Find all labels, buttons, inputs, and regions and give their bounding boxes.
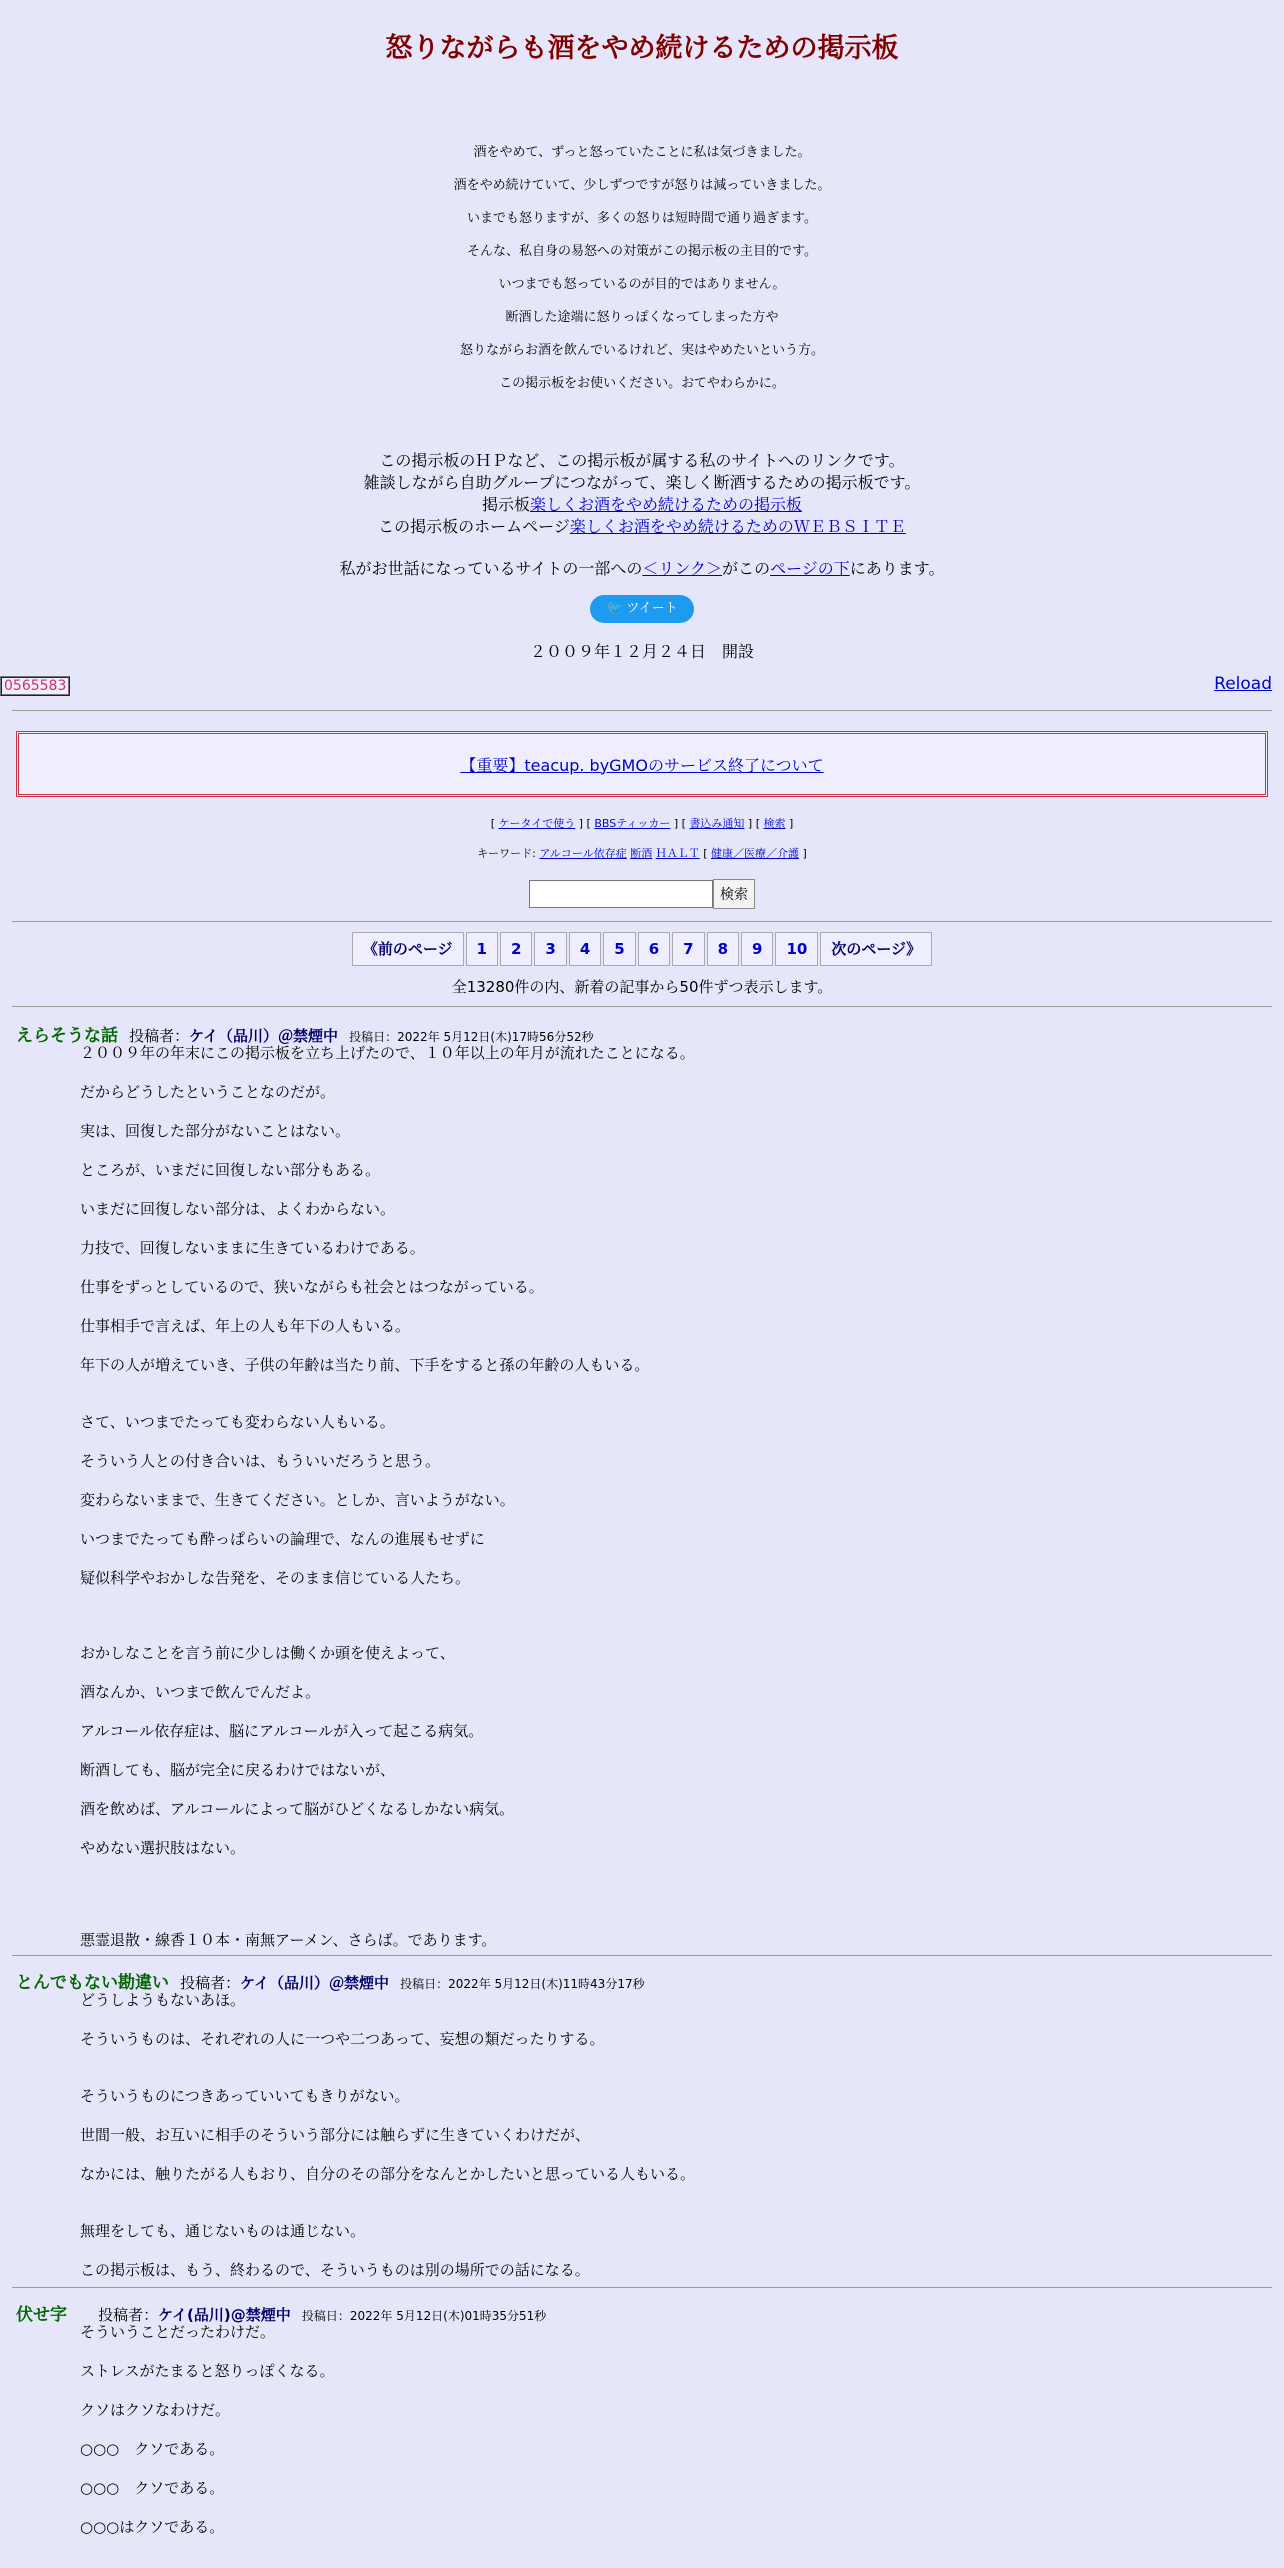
author-label: 投稿者： bbox=[180, 1974, 241, 1992]
site-links-line1: この掲示板のＨＰなど、この掲示板が属する私のサイトへのリンクです。 bbox=[379, 451, 905, 470]
page-link-8[interactable]: 8 bbox=[707, 932, 739, 966]
service-notice-box bbox=[16, 731, 1268, 797]
post-line: ○○○はクソである。 bbox=[80, 2518, 225, 2536]
friend-sites-note bbox=[0, 556, 1284, 579]
friends-prefix: 私がお世話になっているサイトの一部への bbox=[339, 559, 643, 578]
bbs-link[interactable]: 楽しくお酒をやめ続けるための掲示板 bbox=[530, 495, 803, 514]
post-title: えらそうな話 bbox=[16, 1026, 118, 1046]
intro-line: 怒りながらお酒を飲んでいるけれど、実はやめたいという方。 bbox=[459, 343, 824, 358]
twitter-bird-icon: 🐦 bbox=[606, 601, 623, 616]
page-link-7[interactable]: 7 bbox=[672, 932, 704, 966]
post-line: 世間一般、お互いに相手のそういう部分には触らずに生きていくわけだが、 bbox=[80, 2126, 591, 2144]
post-line: どうしようもないあほ。 bbox=[80, 1991, 246, 2009]
post-line: ○○○ クソである。 bbox=[80, 2479, 225, 2497]
post-header bbox=[0, 1007, 1284, 1046]
page-link-4[interactable]: 4 bbox=[569, 932, 601, 966]
intro-line: 酒をやめて、ずっと怒っていたことに私は気づきました。 bbox=[473, 145, 811, 160]
access-counter: 0565583 bbox=[0, 676, 70, 696]
post-date: 投稿日：2022年 5月12日(木)11時43分17秒 bbox=[400, 1977, 645, 1991]
homepage-link[interactable]: 楽しくお酒をやめ続けるためのＷＥＢＳＩＴＥ bbox=[569, 517, 906, 536]
post-line: なかには、触りたがる人もおり、自分のその部分をなんとかしたいと思っている人もいる。 bbox=[80, 2165, 696, 2183]
post-line: ２００９年の年末にこの掲示板を立ち上げたので、１０年以上の年月が流れたことになる。 bbox=[80, 1044, 695, 1062]
post bbox=[0, 1956, 1284, 2287]
pagination bbox=[0, 932, 1284, 968]
post-line: いまだに回復しない部分は、よくわからない。 bbox=[80, 1200, 396, 1218]
post-line: クソはクソなわけだ。 bbox=[80, 2401, 231, 2419]
post-count-summary: 全13280件の内、新着の記事から50件ずつ表示します。 bbox=[451, 978, 833, 996]
mobile-link[interactable]: ケータイで使う bbox=[498, 817, 576, 830]
post-line: いつまでたっても酔っぱらいの論理で、なんの進展もせずに bbox=[80, 1530, 485, 1548]
post-line: ○○○ クソである。 bbox=[80, 2440, 225, 2458]
author-label: 投稿者： bbox=[129, 1027, 190, 1045]
intro-text bbox=[0, 136, 1284, 400]
post-author: ケイ（品川）＠禁煙中 bbox=[240, 1974, 390, 1992]
post-body bbox=[80, 1043, 1284, 1955]
post-line: 酒なんか、いつまで飲んでんだよ。 bbox=[80, 1683, 321, 1701]
page-link-2[interactable]: 2 bbox=[500, 932, 532, 966]
keyword-link[interactable]: 断酒 bbox=[630, 847, 653, 860]
keyword-label: キーワード: bbox=[477, 847, 540, 860]
author-label: 投稿者： bbox=[98, 2306, 159, 2324]
post bbox=[0, 2288, 1284, 2556]
service-end-notice-link[interactable]: 【重要】teacup. byGMOのサービス終了について bbox=[460, 755, 824, 775]
post bbox=[0, 1007, 1284, 1955]
opening-date: ２００９年１２月２４日 開設 bbox=[529, 642, 754, 661]
reload-link[interactable]: Reload bbox=[1214, 674, 1272, 694]
tweet-button[interactable] bbox=[590, 595, 694, 623]
intro-line: いまでも怒りますが、多くの怒りは短時間で通り過ぎます。 bbox=[467, 211, 817, 226]
page-link-3[interactable]: 3 bbox=[534, 932, 566, 966]
hp-link-prefix: この掲示板のホームページ bbox=[378, 517, 570, 536]
post-line: この掲示板は、もう、終わるので、そういうものは別の場所での話になる。 bbox=[80, 2261, 590, 2279]
bbs-link-prefix: 掲示板 bbox=[481, 495, 530, 514]
post-line: 疑似科学やおかしな告発を、そのまま信じている人たち。 bbox=[80, 1569, 471, 1587]
post-line: そういうものにつきあっていいてもきりがない。 bbox=[80, 2087, 410, 2105]
board-title: 怒りながらも酒をやめ続けるための掲示板 bbox=[385, 33, 899, 64]
friend-links-link[interactable]: ＜リンク＞ bbox=[642, 559, 723, 578]
ticker-link[interactable]: BBSティッカー bbox=[594, 817, 671, 830]
search-input[interactable] bbox=[529, 880, 713, 908]
post-line: 無理をしても、通じないものは通じない。 bbox=[80, 2222, 366, 2240]
bbs-link-line bbox=[0, 494, 1284, 516]
page-link-10[interactable]: 10 bbox=[775, 932, 818, 966]
divider bbox=[12, 921, 1272, 922]
post-line: そういう人との付き合いは、もういいだろうと思う。 bbox=[80, 1452, 441, 1470]
intro-line: この掲示板をお使いください。おてやわらかに。 bbox=[499, 376, 785, 391]
site-links bbox=[0, 450, 1284, 538]
notify-link[interactable]: 書込み通知 bbox=[689, 817, 745, 830]
intro-line: 酒をやめ続けていて、少しずつですが怒りは減っていきました。 bbox=[453, 178, 831, 193]
keyword-list: キーワード: アルコール依存症 断酒 ＨＡＬＴ [ 健康／医療／介護 ] bbox=[477, 847, 807, 860]
post-line: そういうものは、それぞれの人に一つや二つあって、妄想の類だったりする。 bbox=[80, 2030, 605, 2048]
post-line: さて、いつまでたっても変わらない人もいる。 bbox=[80, 1413, 395, 1431]
post-line: ところが、いまだに回復しない部分もある。 bbox=[80, 1161, 381, 1179]
post-line: アルコール依存症は、脳にアルコールが入って起こる病気。 bbox=[80, 1722, 484, 1740]
page-link-9[interactable]: 9 bbox=[741, 932, 773, 966]
post-line: そういうことだったわけだ。 bbox=[80, 2323, 276, 2341]
post-line: 仕事相手で言えば、年上の人も年下の人もいる。 bbox=[80, 1317, 411, 1335]
prev-page-button[interactable]: 《前のページ bbox=[352, 932, 464, 966]
post-header bbox=[0, 2288, 1284, 2325]
next-page-button[interactable]: 次のページ》 bbox=[820, 932, 932, 966]
post-line: ストレスがたまると怒りっぽくなる。 bbox=[80, 2362, 335, 2380]
post-title: 伏せ字 bbox=[16, 2305, 67, 2325]
post-line: 悪霊退散・線香１０本・南無アーメン、さらば。であります。 bbox=[80, 1931, 497, 1949]
keyword-link[interactable]: アルコール依存症 bbox=[539, 847, 627, 860]
page-link-5[interactable]: 5 bbox=[603, 932, 635, 966]
divider bbox=[12, 710, 1272, 711]
post-line: 実は、回復した部分がないことはない。 bbox=[80, 1122, 351, 1140]
tweet-label: ツイート bbox=[626, 601, 678, 616]
post-title: とんでもない勘違い bbox=[16, 1973, 169, 1993]
post-line: 変わらないままで、生きてください。としか、言いようがない。 bbox=[80, 1491, 515, 1509]
page-link-1[interactable]: 1 bbox=[466, 932, 498, 966]
hp-link-line bbox=[0, 516, 1284, 538]
search-form bbox=[0, 879, 1284, 913]
page-bottom-link[interactable]: ページの下 bbox=[770, 559, 850, 578]
category-link[interactable]: 健康／医療／介護 bbox=[711, 847, 800, 860]
toolbar-links: [ ケータイで使う ] [ BBSティッカー ] [ 書込み通知 ] [ 検索 ] bbox=[490, 817, 794, 830]
post-date: 投稿日：2022年 5月12日(木)17時56分52秒 bbox=[349, 1030, 594, 1044]
post-body bbox=[80, 2322, 1284, 2556]
post-body bbox=[80, 1990, 1284, 2287]
post-author: ケイ（品川）＠禁煙中 bbox=[189, 1027, 339, 1045]
post-header bbox=[0, 1956, 1284, 1993]
search-button[interactable]: 検索 bbox=[713, 879, 755, 909]
friends-mid: がこの bbox=[722, 559, 771, 578]
search-link[interactable]: 検索 bbox=[763, 817, 786, 830]
post-line: 断酒しても、脳が完全に戻るわけではないが、 bbox=[80, 1761, 396, 1779]
post-author: ケイ(品川)@禁煙中 bbox=[158, 2306, 291, 2324]
post-line: 年下の人が増えていき、子供の年齢は当たり前、下手をすると孫の年齢の人もいる。 bbox=[80, 1356, 650, 1374]
intro-line: 断酒した途端に怒りっぽくなってしまった方や bbox=[505, 310, 779, 325]
post-date: 投稿日：2022年 5月12日(木)01時35分51秒 bbox=[301, 2309, 547, 2323]
post-line: だからどうしたということなのだが。 bbox=[80, 1083, 336, 1101]
post-line: 力技で、回復しないままに生きているわけである。 bbox=[80, 1239, 425, 1257]
page-link-6[interactable]: 6 bbox=[638, 932, 670, 966]
post-line: 酒を飲めば、アルコールによって脳がひどくなるしかない病気。 bbox=[80, 1800, 515, 1818]
keyword-link[interactable]: ＨＡＬＴ bbox=[655, 847, 700, 860]
post-line: おかしなことを言う前に少しは働くか頭を使えよって、 bbox=[80, 1644, 455, 1662]
intro-line: そんな、私自身の易怒への対策がこの掲示板の主目的です。 bbox=[467, 244, 817, 259]
intro-line: いつまでも怒っているのが目的ではありません。 bbox=[498, 277, 786, 292]
friends-suffix: にあります。 bbox=[849, 559, 945, 578]
post-line: 仕事をずっとしているので、狭いながらも社会とはつながっている。 bbox=[80, 1278, 544, 1296]
post-line: やめない選択肢はない。 bbox=[80, 1839, 246, 1857]
site-links-line2: 雑談しながら自助グループにつながって、楽しく断酒するための掲示板です。 bbox=[363, 473, 921, 492]
